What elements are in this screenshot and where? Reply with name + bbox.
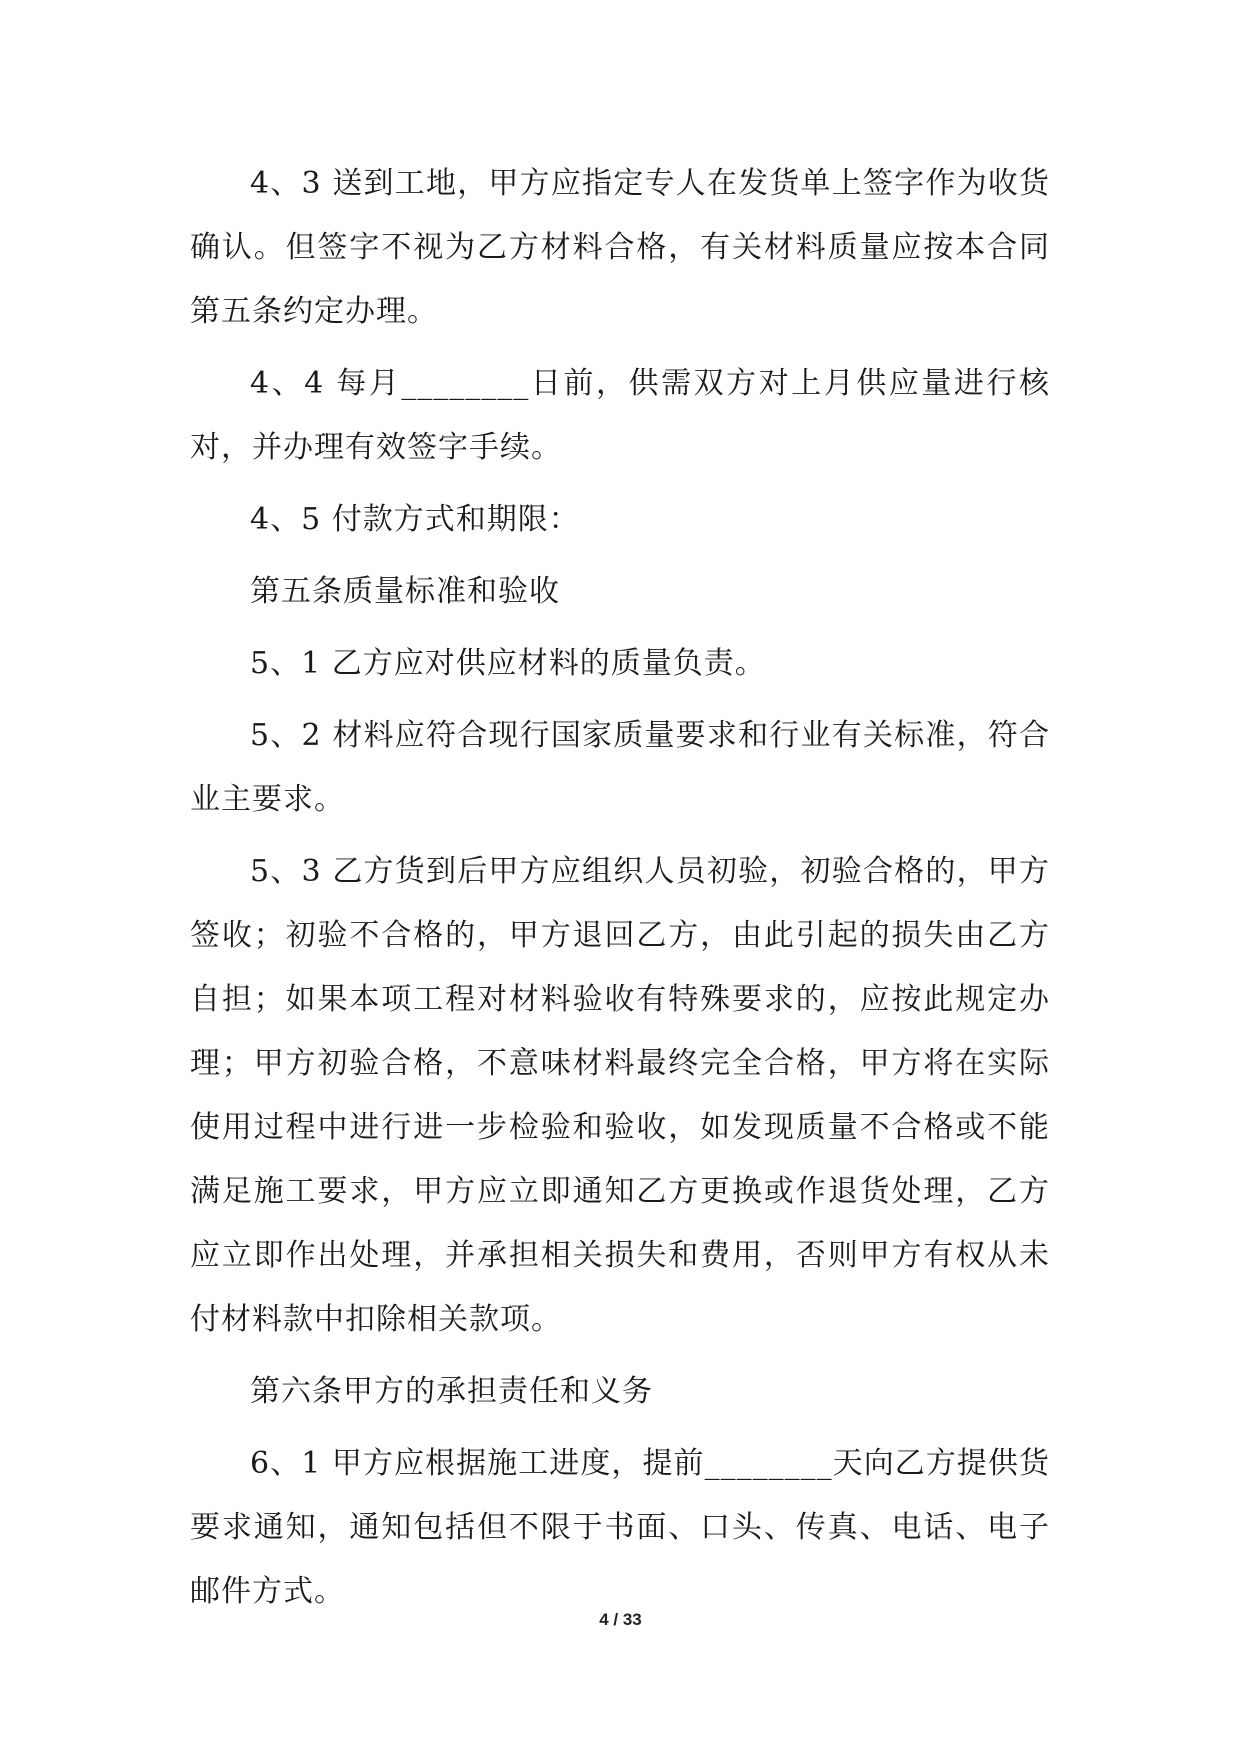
paragraph-5-2: 5、2 材料应符合现行国家质量要求和行业有关标准，符合业主要求。 [190, 718, 1050, 817]
paragraph-6-1: 6、1 甲方应根据施工进度，提前________天向乙方提供货要求通知，通知包括但不限于书面、口头、传真、电话、电子邮件方式。 [190, 1446, 1050, 1609]
page-number: 4 / 33 [599, 1610, 642, 1629]
heading-article-5: 第五条质量标准和验收 [250, 574, 560, 609]
paragraph-4-4: 4、4 每月________日前，供需双方对上月供应量进行核对，并办理有效签字手续。 [190, 366, 1050, 465]
paragraph-5-3: 5、3 乙方货到后甲方应组织人员初验，初验合格的，甲方签收；初验不合格的，甲方退回乙方，由此引起的损失由乙方自担；如果本项工程对材料验收有特殊要求的，应按此规定办理；甲方初验合格，不意味材料最终完全合格，甲方将在实际使用过程中进行进一步检验和验收，如发现质量不合格或不能满足施工要求，甲方应立即通知乙方更换或作退货处理，乙方应立即作出处理，并承担相关损失和费用，否则甲方有权从未付材料款中扣除相关款项。 [190, 854, 1050, 1337]
paragraph-4-5: 4、5 付款方式和期限： [250, 502, 580, 537]
paragraph-4-3: 4、3 送到工地，甲方应指定专人在发货单上签字作为收货确认。但签字不视为乙方材料合格，有关材料质量应按本合同第五条约定办理。 [190, 166, 1050, 329]
paragraph-5-1: 5、1 乙方应对供应材料的质量负责。 [250, 646, 766, 681]
document-body [190, 152, 1050, 1632]
heading-article-6: 第六条甲方的承担责任和义务 [250, 1374, 653, 1409]
